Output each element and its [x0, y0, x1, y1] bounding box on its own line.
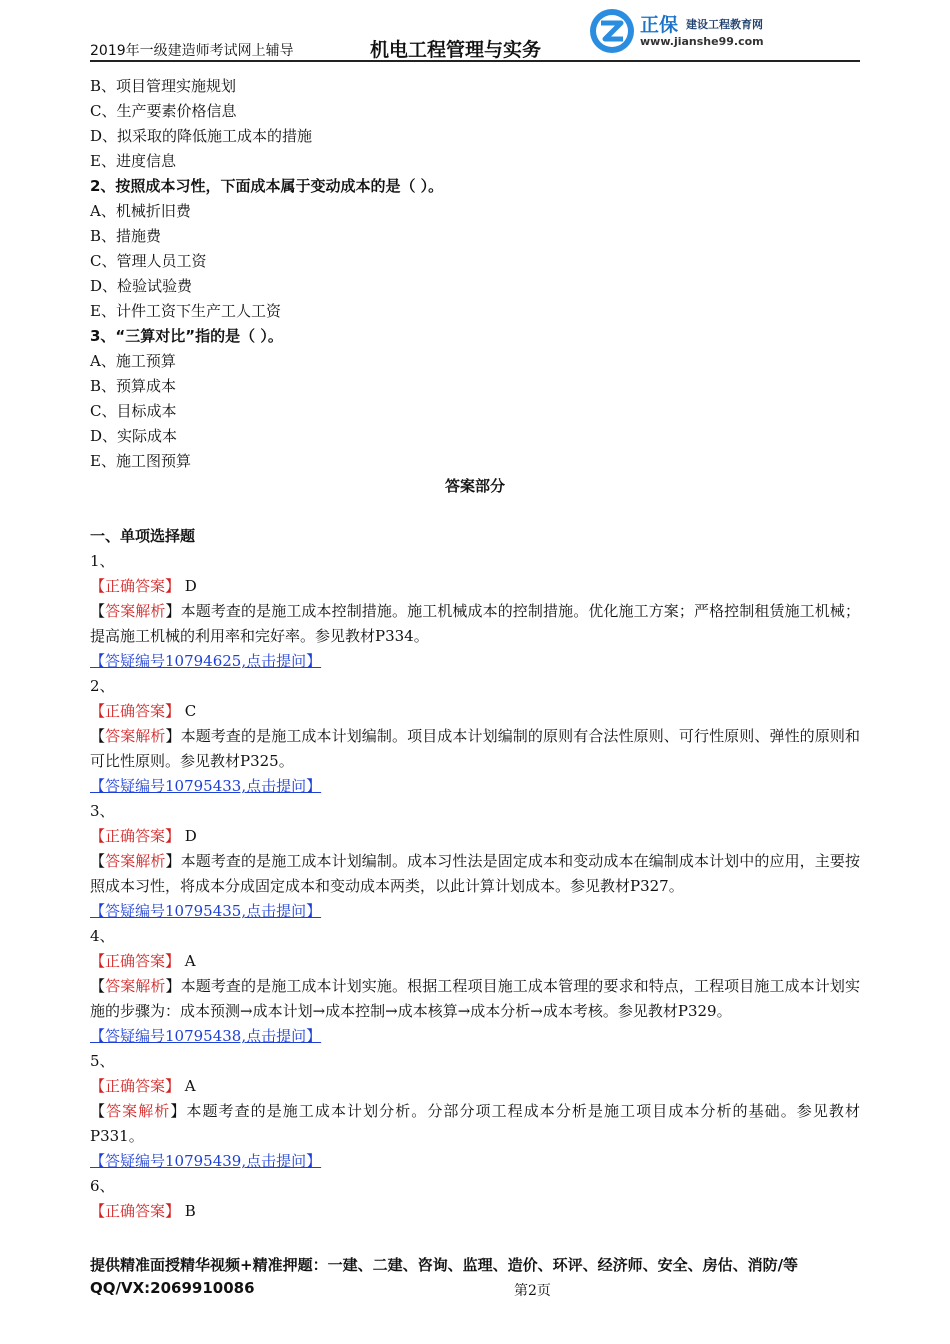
correct-answer-value: D	[184, 577, 197, 595]
option-item: D、实际成本	[90, 427, 178, 445]
correct-answer-label: 【正确答案】	[90, 827, 181, 845]
answer-number: 2、	[90, 677, 115, 695]
correct-answer-row	[90, 824, 860, 849]
analysis-text: 本题考查的是施工成本计划实施。根据工程项目施工成本管理的要求和特点，工程项目施工成本计划实施的步骤为：成本预测→成本计划→成本控制→成本核算→成本分析→成本考核。参见教材P329。	[90, 977, 860, 1020]
option-item: A、施工预算	[90, 352, 176, 370]
answer-number: 6、	[90, 1177, 115, 1195]
option-item: B、项目管理实施规划	[90, 77, 237, 95]
correct-answer-row	[90, 699, 860, 724]
question-link[interactable]: 【答疑编号10795438,点击提问】	[90, 1027, 322, 1045]
answer-number: 1、	[90, 552, 115, 570]
answer-analysis: 【答案解析】本题考查的是施工成本计划实施。根据工程项目施工成本管理的要求和特点，工程项目施工成本计划实施的步骤为：成本预测→成本计划→成本控制→成本核算→成本分析→成本考核。参见教材P329。	[90, 977, 860, 1020]
correct-answer-label: 【正确答案】	[90, 577, 181, 595]
answer-analysis: 【答案解析】本题考查的是施工成本计划分析。分部分项工程成本分析是施工项目成本分析的基础。参见教材P331。	[90, 1102, 860, 1145]
answer-analysis: 【答案解析】本题考查的是施工成本计划编制。项目成本计划编制的原则有合法性原则、可行性原则、弹性的原则和可比性原则。参见教材P325。	[90, 727, 860, 770]
correct-answer-label: 【正确答案】	[90, 702, 181, 720]
page-header	[90, 8, 860, 60]
header-subject-title: 机电工程管理与实务	[370, 39, 542, 61]
spacer	[90, 499, 860, 524]
answer-number: 4、	[90, 927, 115, 945]
brand-logo-name: 正保	[640, 14, 679, 36]
correct-answer-value: A	[184, 1077, 196, 1095]
option-item: E、进度信息	[90, 152, 176, 170]
brand-logo-subtitle: 建设工程教育网	[686, 18, 763, 31]
option-item: A、机械折旧费	[90, 202, 191, 220]
footer-promo: 提供精准面授精华视频+精准押题：一建、二建、咨询、监理、造价、环评、经济师、安全、房估、消防/等	[90, 1256, 799, 1274]
brand-logo	[588, 6, 788, 56]
option-item: C、生产要素价格信息	[90, 102, 237, 120]
option-item: C、目标成本	[90, 402, 177, 420]
correct-answer-label: 【正确答案】	[90, 1077, 181, 1095]
option-item: B、预算成本	[90, 377, 177, 395]
option-item: E、计件工资下生产工人工资	[90, 302, 281, 320]
header-rule	[90, 60, 860, 62]
page-content	[90, 74, 860, 1224]
analysis-text: 本题考查的是施工成本计划分析。分部分项工程成本分析是施工项目成本分析的基础。参见教材P331。	[90, 1102, 860, 1145]
correct-answer-row	[90, 1199, 860, 1224]
page-number: 第2页	[514, 1283, 551, 1299]
brand-logo-icon	[588, 6, 638, 56]
question-link[interactable]: 【答疑编号10795435,点击提问】	[90, 902, 322, 920]
footer-contact: QQ/VX:2069910086	[90, 1279, 255, 1297]
analysis-label: 答案解析	[105, 602, 166, 620]
section-heading: 一、单项选择题	[90, 527, 196, 545]
analysis-label: 答案解析	[105, 727, 166, 745]
correct-answer-value: A	[184, 952, 196, 970]
correct-answer-row	[90, 574, 860, 599]
correct-answer-label: 【正确答案】	[90, 1202, 181, 1220]
correct-answer-row	[90, 1074, 860, 1099]
option-item: D、拟采取的降低施工成本的措施	[90, 127, 313, 145]
question-link[interactable]: 【答疑编号10795439,点击提问】	[90, 1152, 322, 1170]
option-item: C、管理人员工资	[90, 252, 207, 270]
answer-number: 5、	[90, 1052, 115, 1070]
correct-answer-value: C	[184, 702, 197, 720]
correct-answer-row	[90, 949, 860, 974]
analysis-label: 答案解析	[105, 852, 166, 870]
analysis-text: 本题考查的是施工成本计划编制。项目成本计划编制的原则有合法性原则、可行性原则、弹性的原则和可比性原则。参见教材P325。	[90, 727, 860, 770]
option-item: D、检验试验费	[90, 277, 193, 295]
answer-analysis: 【答案解析】本题考查的是施工成本计划编制。成本习性法是固定成本和变动成本在编制成本计划中的应用，主要按照成本习性，将成本分成固定成本和变动成本两类，以此计算计划成本。参见教材P327。	[90, 852, 860, 895]
answer-analysis: 【答案解析】本题考查的是施工成本控制措施。施工机械成本的控制措施。优化施工方案；严格控制租赁施工机械；提高施工机械的利用率和完好率。参见教材P334。	[90, 602, 860, 645]
correct-answer-value: D	[184, 827, 197, 845]
question-link[interactable]: 【答疑编号10795433,点击提问】	[90, 777, 322, 795]
header-course-title: 2019年一级建造师考试网上辅导	[90, 43, 294, 59]
correct-answer-value: B	[184, 1202, 196, 1220]
answer-number: 3、	[90, 802, 115, 820]
option-item: E、施工图预算	[90, 452, 191, 470]
analysis-label: 答案解析	[105, 977, 166, 995]
question-link[interactable]: 【答疑编号10794625,点击提问】	[90, 652, 322, 670]
analysis-text: 本题考查的是施工成本控制措施。施工机械成本的控制措施。优化施工方案；严格控制租赁施工机械；提高施工机械的利用率和完好率。参见教材P334。	[90, 602, 860, 645]
correct-answer-label: 【正确答案】	[90, 952, 181, 970]
answers-title: 答案部分	[444, 477, 505, 495]
question-stem: 2、按照成本习性，下面成本属于变动成本的是（ ）。	[90, 177, 444, 195]
question-stem: 3、“三算对比”指的是（ ）。	[90, 327, 283, 345]
analysis-text: 本题考查的是施工成本计划编制。成本习性法是固定成本和变动成本在编制成本计划中的应用，主要按照成本习性，将成本分成固定成本和变动成本两类，以此计算计划成本。参见教材P327。	[90, 852, 860, 895]
option-item: B、措施费	[90, 227, 162, 245]
brand-logo-url: www.jianshe99.com	[640, 35, 764, 48]
analysis-label: 答案解析	[106, 1102, 171, 1120]
